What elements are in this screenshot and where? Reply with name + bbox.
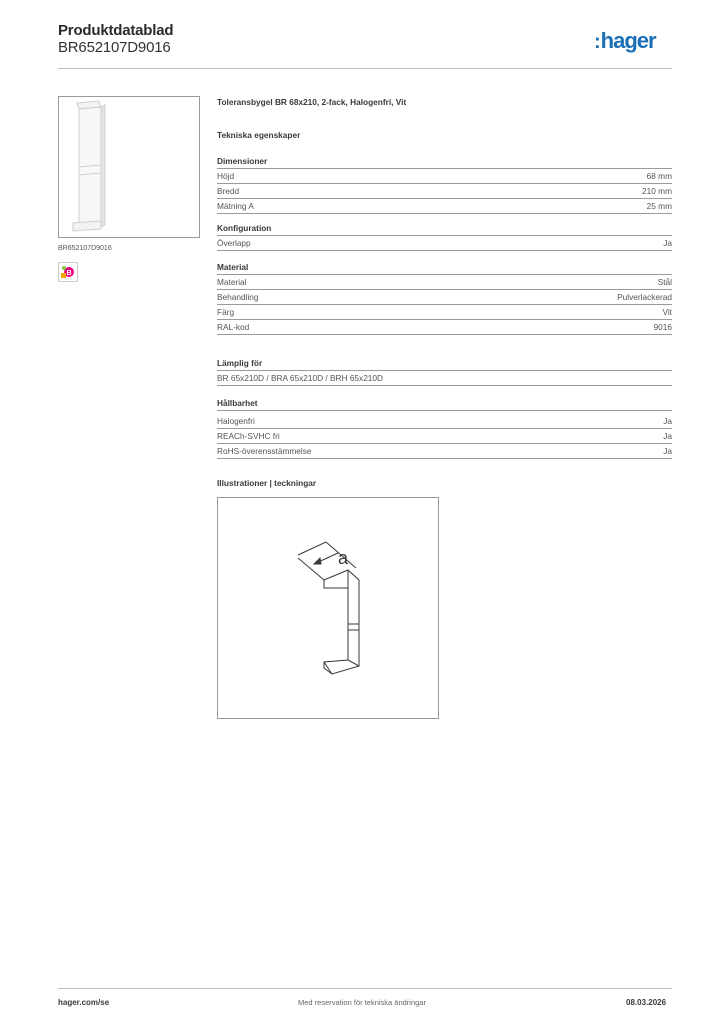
spec-row [217, 444, 672, 459]
spec-row [217, 275, 672, 290]
spec-label: Behandling [217, 292, 259, 302]
disclaimer-text: Med reservation för tekniska ändringar [298, 998, 426, 1007]
footer-divider [58, 988, 672, 989]
product-photo-icon [59, 97, 199, 237]
spec-label: Höjd [217, 171, 235, 181]
spec-label: Halogenfri [217, 416, 255, 426]
spec-value: 25 mm [646, 201, 672, 211]
image-caption: BR652107D9016 [58, 245, 112, 252]
group-title-konfiguration: Konfiguration [217, 223, 672, 236]
logo-text: hager [600, 28, 656, 53]
product-code: BR652107D9016 [58, 39, 171, 56]
halogen-free-badge-icon [58, 262, 78, 282]
spec-value: Vit [662, 307, 672, 317]
spec-value: Pulverlackerad [617, 292, 672, 302]
product-image [58, 96, 200, 238]
spec-row [217, 290, 672, 305]
spec-value: 210 mm [642, 186, 672, 196]
spec-row [217, 429, 672, 444]
spec-label: REACh-SVHC fri [217, 431, 280, 441]
bracket-drawing-icon [218, 498, 438, 718]
spec-label: Överlapp [217, 238, 251, 248]
spec-value: Ja [663, 238, 672, 248]
technical-properties-heading: Tekniska egenskaper [217, 130, 301, 140]
spec-value: 9016 [653, 322, 672, 332]
spec-label: RAL-kod [217, 322, 250, 332]
spec-label: Material [217, 277, 247, 287]
spec-label: Mätning A [217, 201, 254, 211]
spec-row [217, 169, 672, 184]
spec-row [217, 320, 672, 335]
spec-row [217, 414, 672, 429]
product-name: Toleransbygel BR 68x210, 2-fack, Halogenfri, Vit [217, 97, 407, 107]
spec-row [217, 305, 672, 320]
spec-label: RoHS-överensstämmelse [217, 446, 312, 456]
group-title-lamplig-for: Lämplig för [217, 358, 672, 371]
spec-value: Stål [657, 277, 672, 287]
technical-drawing [217, 497, 439, 719]
spec-label: Bredd [217, 186, 240, 196]
spec-value: Ja [663, 431, 672, 441]
spec-value: 68 mm [646, 171, 672, 181]
logo-prefix: : [594, 31, 600, 53]
illustrations-heading: Illustrationer | teckningar [217, 478, 317, 488]
spec-row [217, 236, 672, 251]
dimension-label: a [338, 548, 349, 568]
spec-value: Ja [663, 416, 672, 426]
spec-row [217, 371, 672, 386]
spec-label: Färg [217, 307, 235, 317]
group-title-hallbarhet: Hållbarhet [217, 398, 672, 411]
hager-logo [594, 28, 656, 54]
spec-value: Ja [663, 446, 672, 456]
group-title-material: Material [217, 262, 672, 275]
header-divider [58, 68, 672, 69]
document-title: Produktdatablad [58, 22, 174, 39]
website-link[interactable]: hager.com/se [58, 998, 110, 1007]
group-title-dimensioner: Dimensioner [217, 156, 672, 169]
spec-label: BR 65x210D / BRA 65x210D / BRH 65x210D [217, 373, 384, 383]
spec-row [217, 184, 672, 199]
svg-text:B: B [66, 270, 72, 277]
spec-row [217, 199, 672, 214]
document-date: 08.03.2026 [626, 998, 667, 1007]
